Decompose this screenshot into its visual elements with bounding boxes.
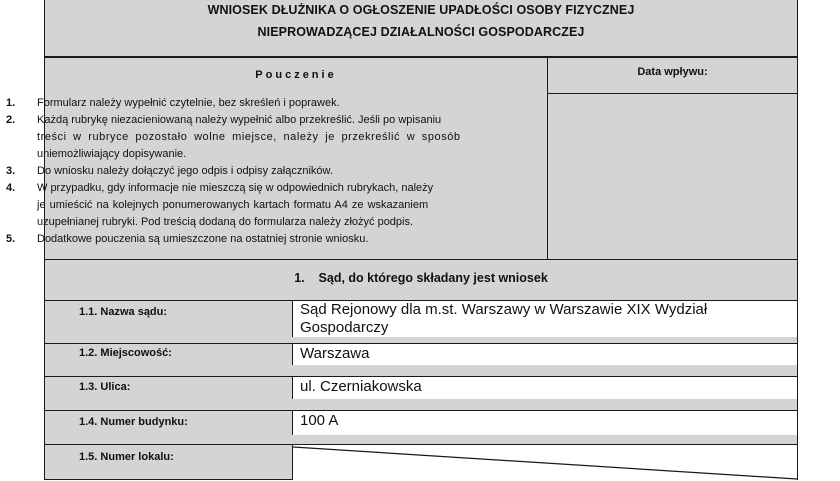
street-label: 1.3. Ulica: <box>79 381 131 393</box>
court-name-value-line-1: Sąd Rejonowy dla m.st. Warszawy w Warszawie XIX Wydział <box>300 301 708 318</box>
section-1-header <box>44 259 798 295</box>
instruction-text: W przypadku, gdy informacje nie mieszczą się w odpowiednich rubrykach, należy <box>37 182 434 194</box>
form-title-line-2: NIEPROWADZĄCEJ DZIAŁALNOŚCI GOSPODARCZEJ <box>257 25 585 39</box>
building-number-value: 100 A <box>300 412 339 429</box>
instruction-text: treści w rubryce pozostało wolne miejsce, należy je przekreślić w sposób <box>37 131 461 143</box>
field-label-box <box>44 376 293 400</box>
receipt-date-field <box>547 93 798 260</box>
instruction-text: je umieścić na kolejnych ponumerowanych kartach formatu A4 ze wskazaniem <box>37 199 429 211</box>
instruction-text: Do wniosku należy dołączyć jego odpis i odpisy załączników. <box>37 165 333 177</box>
instruction-number: 4. <box>6 182 16 194</box>
field-row-city <box>44 343 798 366</box>
field-row-apartment-number <box>44 444 798 480</box>
field-label-box <box>44 343 293 366</box>
instruction-number: 2. <box>6 114 16 126</box>
instruction-number: 5. <box>6 233 16 245</box>
field-row-street <box>44 376 798 400</box>
street-field[interactable] <box>292 376 798 400</box>
field-row-court-name <box>44 300 798 338</box>
field-row-building-number <box>44 410 798 436</box>
section-1-title: 1. Sąd, do którego składany jest wniosek <box>294 271 548 285</box>
instruction-text: uzupełnianej rubryki. Pod treścią dodaną do formularza należy złożyć podpis. <box>37 216 414 228</box>
form-title-line-1: WNIOSEK DŁUŻNIKA O OGŁOSZENIE UPADŁOŚCI OSOBY FIZYCZNEJ <box>207 3 635 17</box>
city-label: 1.2. Miejscowość: <box>79 347 172 359</box>
field-label-box <box>44 300 293 338</box>
building-number-field[interactable] <box>292 410 798 436</box>
apartment-number-field[interactable] <box>292 444 798 480</box>
field-label-box <box>44 444 293 480</box>
court-name-label: 1.1. Nazwa sądu: <box>79 306 168 318</box>
building-number-label: 1.4. Numer budynku: <box>79 416 188 428</box>
instruction-text: Formularz należy wypełnić czytelnie, bez skreśleń i poprawek. <box>37 97 340 109</box>
city-value: Warszawa <box>300 345 370 362</box>
court-name-value-line-2: Gospodarczy <box>300 319 389 336</box>
instructions-heading: Pouczenie <box>255 69 337 81</box>
instruction-number: 1. <box>6 97 16 109</box>
city-field[interactable] <box>292 343 798 366</box>
apartment-number-label: 1.5. Numer lokalu: <box>79 451 174 463</box>
field-label-box <box>44 410 293 436</box>
strike-through-line <box>293 445 797 481</box>
instruction-text: Każdą rubrykę niezacieniowaną należy wypełnić albo przekreślić. Jeśli po wpisaniu <box>37 114 442 126</box>
instruction-text: Dodatkowe pouczenia są umieszczone na ostatniej stronie wniosku. <box>37 233 369 245</box>
instruction-number: 3. <box>6 165 16 177</box>
receipt-date-header <box>547 57 798 94</box>
street-value: ul. Czerniakowska <box>300 378 422 395</box>
receipt-date-label: Data wpływu: <box>637 66 708 78</box>
court-name-field[interactable] <box>292 300 798 338</box>
form-title-box <box>44 0 798 57</box>
instruction-text: uniemożliwiający dopisywanie. <box>37 148 187 160</box>
